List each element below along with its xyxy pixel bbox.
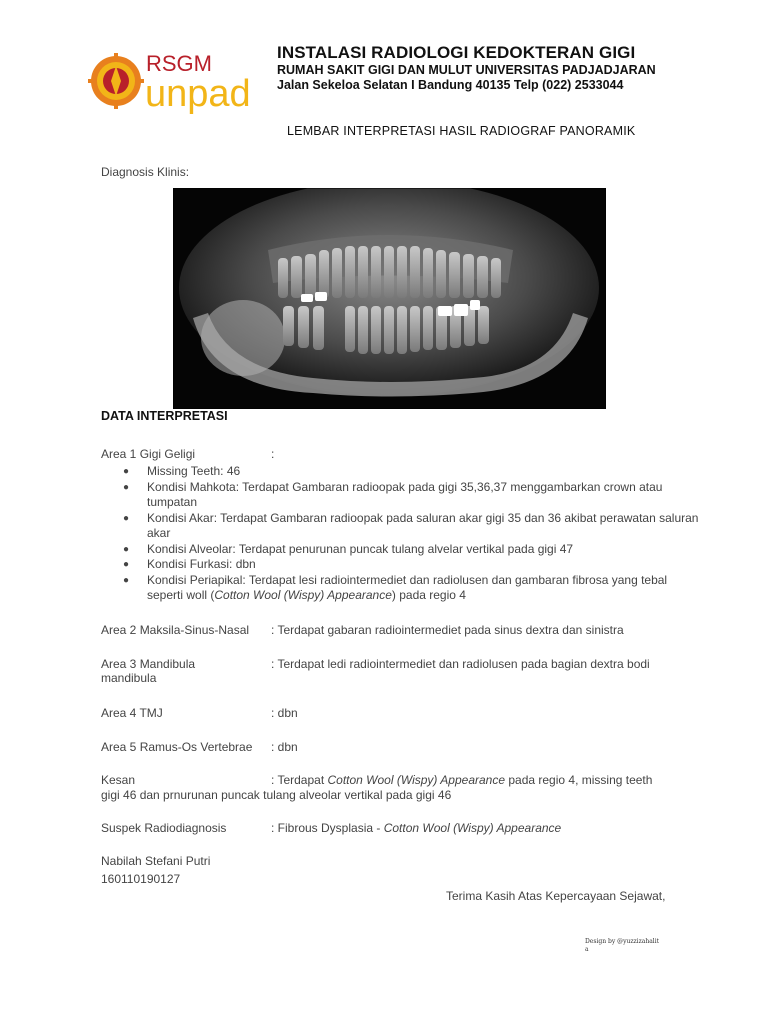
document-title: LEMBAR INTERPRETASI HASIL RADIOGRAF PANORAMIK bbox=[287, 124, 636, 138]
list-item-text: Kondisi Furkasi: dbn bbox=[147, 557, 256, 571]
kesan-value-cont: gigi 46 dan prnurunan puncak tulang alveolar vertikal pada gigi 46 bbox=[101, 788, 452, 802]
suspek-value bbox=[271, 821, 561, 836]
area1-label: Area 1 Gigi Geligi bbox=[101, 447, 196, 461]
area5-value: : dbn bbox=[271, 740, 298, 754]
list-item bbox=[101, 464, 701, 480]
section-title: DATA INTERPRETASI bbox=[101, 409, 228, 423]
design-credit-line2: a bbox=[585, 946, 589, 953]
suspek-italic: Cotton Wool (Wispy) Appearance bbox=[383, 821, 562, 835]
list-item-text: Kondisi Alveolar: Terdapat penurunan puncak tulang alvelar vertikal pada gigi 47 bbox=[147, 541, 574, 556]
institution-address: Jalan Sekeloa Selatan I Bandung 40135 Telp (022) 2533044 bbox=[277, 78, 624, 92]
radiograph-image bbox=[173, 188, 606, 409]
list-item bbox=[101, 480, 701, 511]
area4-value: : dbn bbox=[271, 706, 298, 720]
area2-label: Area 2 Maksila-Sinus-Nasal bbox=[101, 623, 250, 637]
rsgm-unpad-logo bbox=[88, 44, 266, 126]
list-item-text: Missing Teeth: 46 bbox=[147, 464, 241, 478]
area1-colon: : bbox=[271, 447, 275, 461]
periapical-italic-text: Cotton Wool (Wispy) Appearance bbox=[214, 588, 392, 602]
design-credit bbox=[585, 938, 659, 954]
area3-value: : Terdapat ledi radiointermediet dan radiolusen pada bagian dextra bodi bbox=[271, 657, 650, 671]
kesan-value bbox=[271, 773, 652, 788]
list-item bbox=[101, 511, 701, 542]
design-credit-line1: Design by @yuzzizahalit bbox=[585, 938, 660, 945]
logo-emblem-icon bbox=[88, 44, 266, 126]
logo-text-top: RSGM bbox=[146, 51, 212, 76]
panoramic-radiograph bbox=[173, 188, 606, 409]
suspek-prefix: : Fibrous Dysplasia - bbox=[271, 821, 384, 835]
list-item bbox=[101, 573, 701, 604]
kesan-italic: Cotton Wool (Wispy) Appearance bbox=[327, 773, 506, 787]
kesan-suffix: pada regio 4, missing teeth bbox=[505, 773, 653, 787]
institution-subtitle: RUMAH SAKIT GIGI DAN MULUT UNIVERSITAS PADJADJARAN bbox=[277, 63, 656, 77]
area5-label: Area 5 Ramus-Os Vertebrae bbox=[101, 740, 253, 754]
author-id: 160110190127 bbox=[101, 872, 181, 886]
list-item bbox=[101, 542, 701, 558]
bullet-icon: ● bbox=[123, 543, 130, 555]
kesan-label: Kesan bbox=[101, 773, 136, 787]
list-item-text: Kondisi Akar: Terdapat Gambaran radioopak pada saluran akar gigi 35 dan 36 akibat perawatan saluran akar bbox=[147, 510, 699, 540]
bullet-icon: ● bbox=[123, 574, 130, 586]
kesan-prefix: : Terdapat bbox=[271, 773, 328, 787]
diagnosis-label: Diagnosis Klinis: bbox=[101, 165, 190, 179]
suspek-label: Suspek Radiodiagnosis bbox=[101, 821, 227, 835]
closing-text: Terima Kasih Atas Kepercayaan Sejawat, bbox=[446, 889, 666, 903]
area2-value: : Terdapat gabaran radiointermediet pada sinus dextra dan sinistra bbox=[271, 623, 624, 637]
periapical-text: Kondisi Periapikal: Terdapat lesi radiointermediet dan radiolusen dan gambaran fibrosa yang tebal seperti woll ( bbox=[147, 572, 668, 602]
institution-title: INSTALASI RADIOLOGI KEDOKTERAN GIGI bbox=[277, 43, 636, 62]
bullet-icon: ● bbox=[123, 466, 130, 477]
bullet-icon: ● bbox=[123, 481, 130, 493]
bullet-icon: ● bbox=[123, 512, 130, 524]
area1-bullet-list bbox=[101, 464, 701, 604]
area3-label: Area 3 Mandibula bbox=[101, 657, 196, 671]
bullet-icon: ● bbox=[123, 559, 130, 570]
list-item-text: Kondisi Mahkota: Terdapat Gambaran radioopak pada gigi 35,36,37 menggambarkan crown atau tumpatan bbox=[147, 479, 663, 509]
list-item bbox=[101, 557, 701, 573]
author-name: Nabilah Stefani Putri bbox=[101, 854, 211, 868]
area3-value-cont: mandibula bbox=[101, 671, 157, 685]
logo-text-bottom: unpad bbox=[145, 73, 251, 115]
area4-label: Area 4 TMJ bbox=[101, 706, 163, 720]
periapical-suffix-text: ) pada regio 4 bbox=[391, 588, 466, 602]
